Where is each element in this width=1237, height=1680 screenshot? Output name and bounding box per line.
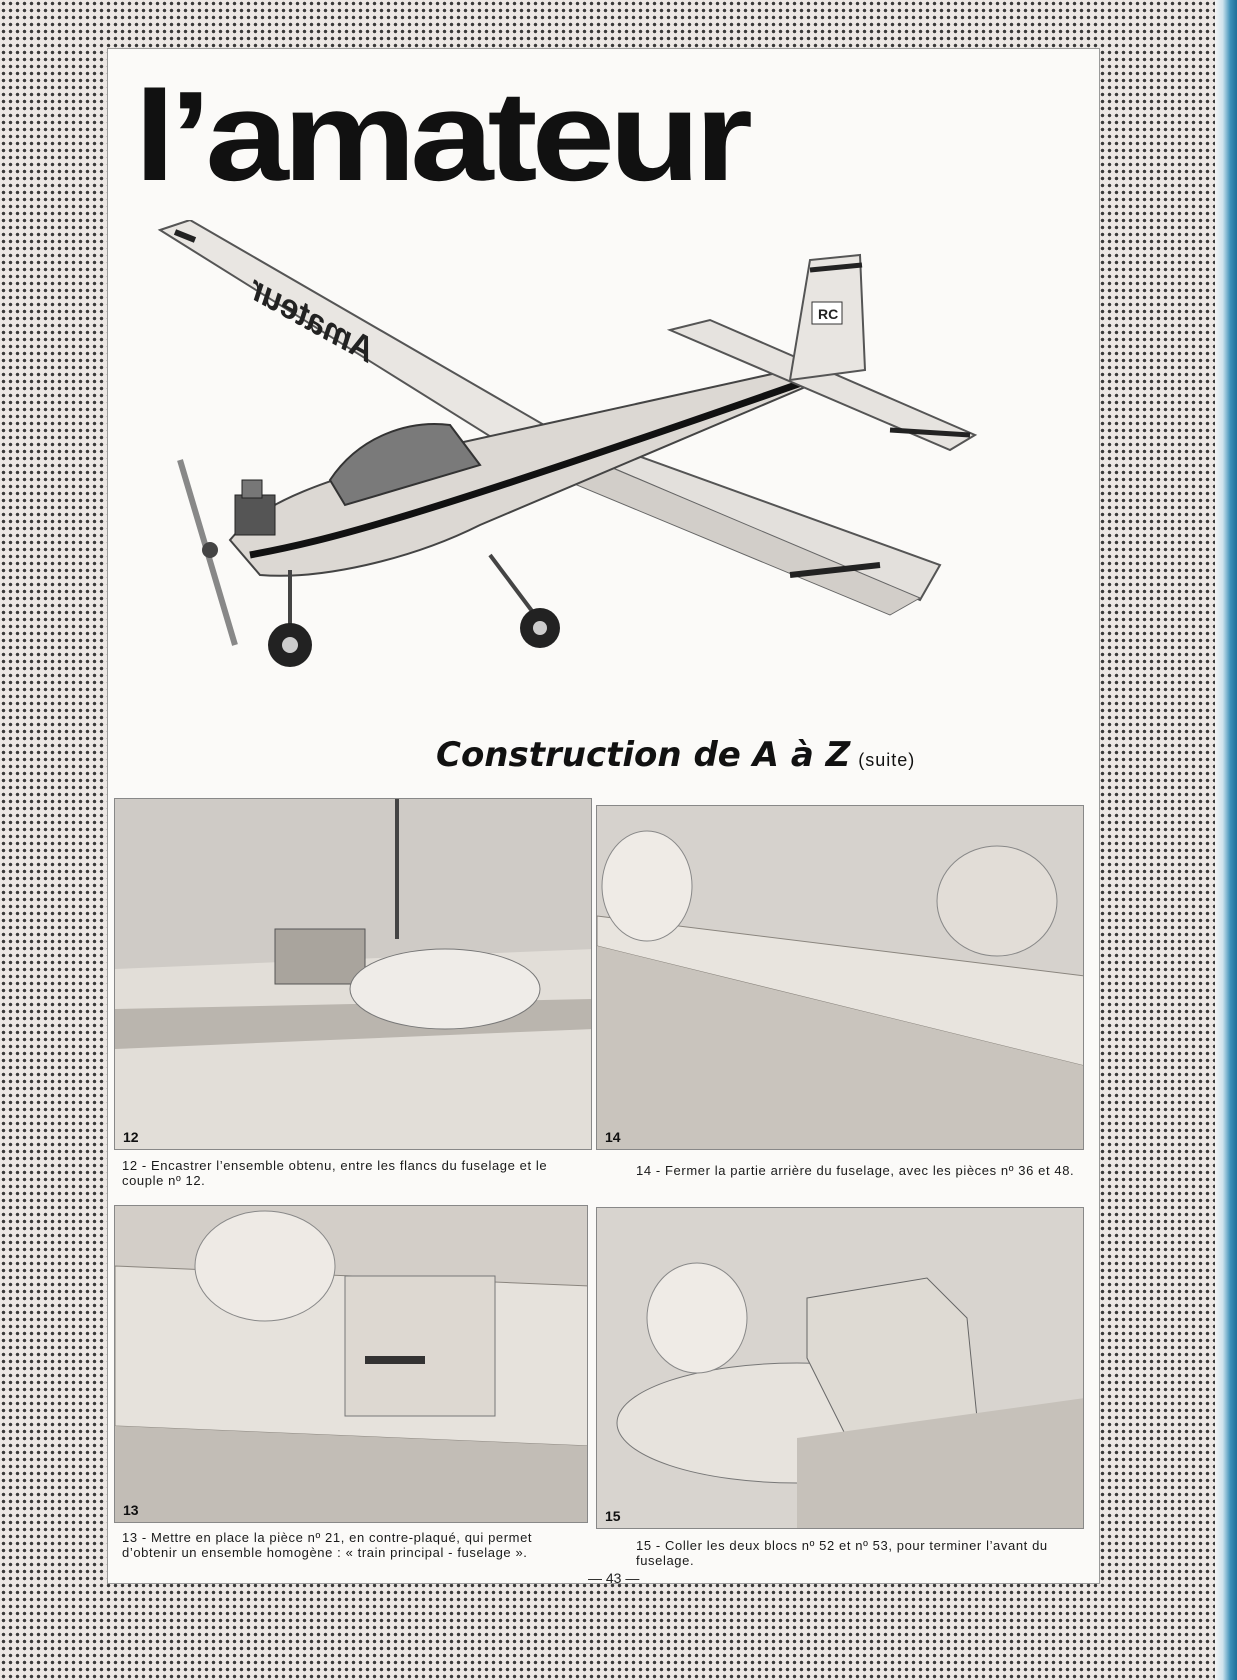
photo-number: 15 <box>605 1508 621 1524</box>
page-number: — 43 — <box>588 1570 640 1586</box>
wing-lettering: Amateur <box>242 269 382 370</box>
photo-13-caption: 13 - Mettre en place la pièce nº 21, en contre-plaqué, qui permet d’obtenir un ensemble homogène : « train principal - fuselage ». <box>122 1530 533 1560</box>
subtitle-text: Construction de A à Z <box>436 735 851 775</box>
article-title: l’amateur <box>134 64 747 208</box>
subtitle-suffix: (suite) <box>858 750 916 770</box>
photo-number: 14 <box>605 1129 621 1145</box>
photo-15-caption: 15 - Coller les deux blocs nº 52 et nº 53, pour terminer l’avant du fuselage. <box>636 1538 1048 1568</box>
photo-14 <box>596 805 1084 1150</box>
tail-lettering: RC <box>818 306 839 322</box>
photo-number: 13 <box>123 1502 139 1518</box>
photo-15 <box>596 1207 1084 1529</box>
photo-12-caption: 12 - Encastrer l’ensemble obtenu, entre les flancs du fuselage et le couple nº 12. <box>122 1158 548 1188</box>
photo-12 <box>114 798 592 1150</box>
photo-14-caption: 14 - Fermer la partie arrière du fuselage, avec les pièces nº 36 et 48. <box>636 1163 1075 1178</box>
article-subtitle <box>436 735 915 775</box>
airplane-illustration <box>150 220 990 740</box>
page-edge-stripe <box>1215 0 1237 1680</box>
photo-13 <box>114 1205 588 1523</box>
photo-number: 12 <box>123 1129 139 1145</box>
